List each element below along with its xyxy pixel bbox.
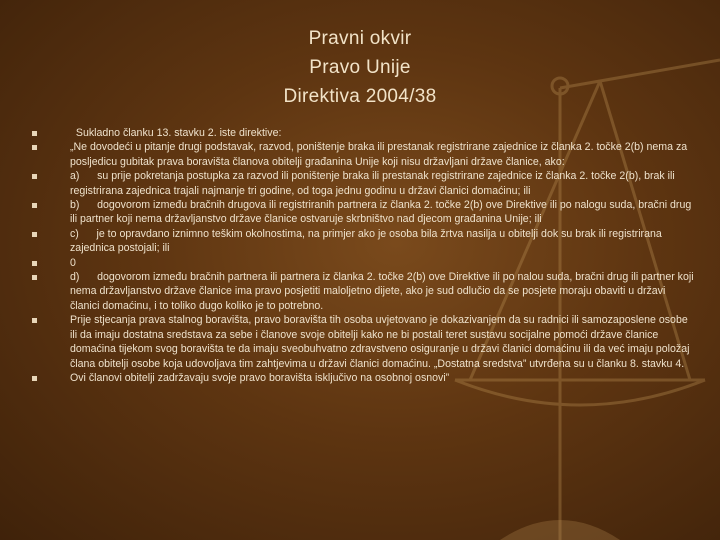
bullet-text: Sukladno članku 13. stavku 2. iste direktive: — [70, 127, 282, 139]
list-item — [30, 140, 695, 169]
bullet-marker — [32, 174, 37, 179]
bullet-marker — [32, 318, 37, 323]
list-item — [30, 169, 695, 198]
bullet-marker — [32, 261, 37, 266]
bullet-marker — [32, 131, 37, 136]
title-line: Pravni okvir — [308, 28, 412, 49]
bullet-marker — [32, 232, 37, 237]
bullet-text: Prije stjecanja prava stalnog boravišta, pravo boravišta tih osoba uvjetovano je dokazivanjem da su radnici ili samozaposlene osobe ili da imaju dostatna sredstava za sebe i članove svoje obitelji kako ne bi postali teret sustavu socijalne pomoći države članice domaćina tijekom svog boravišta te da imaju sveobuhvatno zdravstveno osiguranje u državi članici domaćinu ili da već imaju položaj člana obitelji osobe koja udovoljava tim zahtjevima u državi članici domaćinu. „Dostatna sredstva” utvrđena su u članku 8. stavku 4. — [70, 314, 690, 370]
title-line: Pravo Unije — [309, 57, 411, 78]
bullet-list — [30, 126, 695, 385]
bullet-text: c) je to opravdano iznimno teškim okolnostima, na primjer ako je osoba bila žrtva nasilja u obitelji dok su brak ili registrirana zajednica postojali; ili — [70, 227, 665, 255]
bullet-text: d) dogovorom između bračnih partnera ili partnera iz članka 2. točke 2(b) ove Direktive ili po nalou suda, bračni drug ili partner koji nema državljanstvo države članice ima pravo posjetiti maloljetno dijete, ako je sud odlučio da se posjete moraju obaviti u državi članici domaćinu, i to toliko dugo koliko je to potrebno. — [70, 271, 697, 312]
bullet-text: „Ne dovodeći u pitanje drugi podstavak, razvod, poništenje braka ili prestanak registrirane zajednice iz članka 2. točke 2(b) nema za posljedicu gubitak prava boravišta članova obitelji građanina Unije koji nisu državljani države članice, ako: — [70, 141, 688, 168]
list-item — [30, 256, 695, 270]
title-line: Direktiva 2004/38 — [283, 86, 437, 107]
list-item — [30, 198, 695, 227]
bullet-marker — [32, 376, 37, 381]
list-item — [30, 313, 695, 371]
list-item — [30, 270, 695, 313]
bullet-marker — [32, 145, 37, 150]
bullet-marker — [32, 275, 37, 280]
bullet-marker — [32, 203, 37, 208]
list-item — [30, 371, 695, 385]
slide-title — [0, 24, 720, 111]
bullet-text: a) su prije pokretanja postupka za razvod ili poništenje braka ili prestanak registrirane zajednice iz članka 2. točke 2(b), brak ili registrirana zajednica trajali najmanje tri godine, od toga jednu godinu u državi članici domaćinu; ili — [70, 170, 678, 197]
bullet-text: 0 — [70, 256, 76, 269]
list-item — [30, 126, 695, 140]
bullet-text: b) dogovorom između bračnih drugova ili registriranih partnera iz članka 2. točke 2(b) ove Direktive ili po nalogu suda, bračni drug ili partner koji nema državljanstvo države članice ostvaruje skrbništvo nad djecom građanina Unije; ili — [70, 199, 695, 226]
bullet-text: Ovi članovi obitelji zadržavaju svoje pravo boravišta isključivo na osobnoj osnovi” — [70, 371, 450, 384]
list-item — [30, 227, 695, 256]
